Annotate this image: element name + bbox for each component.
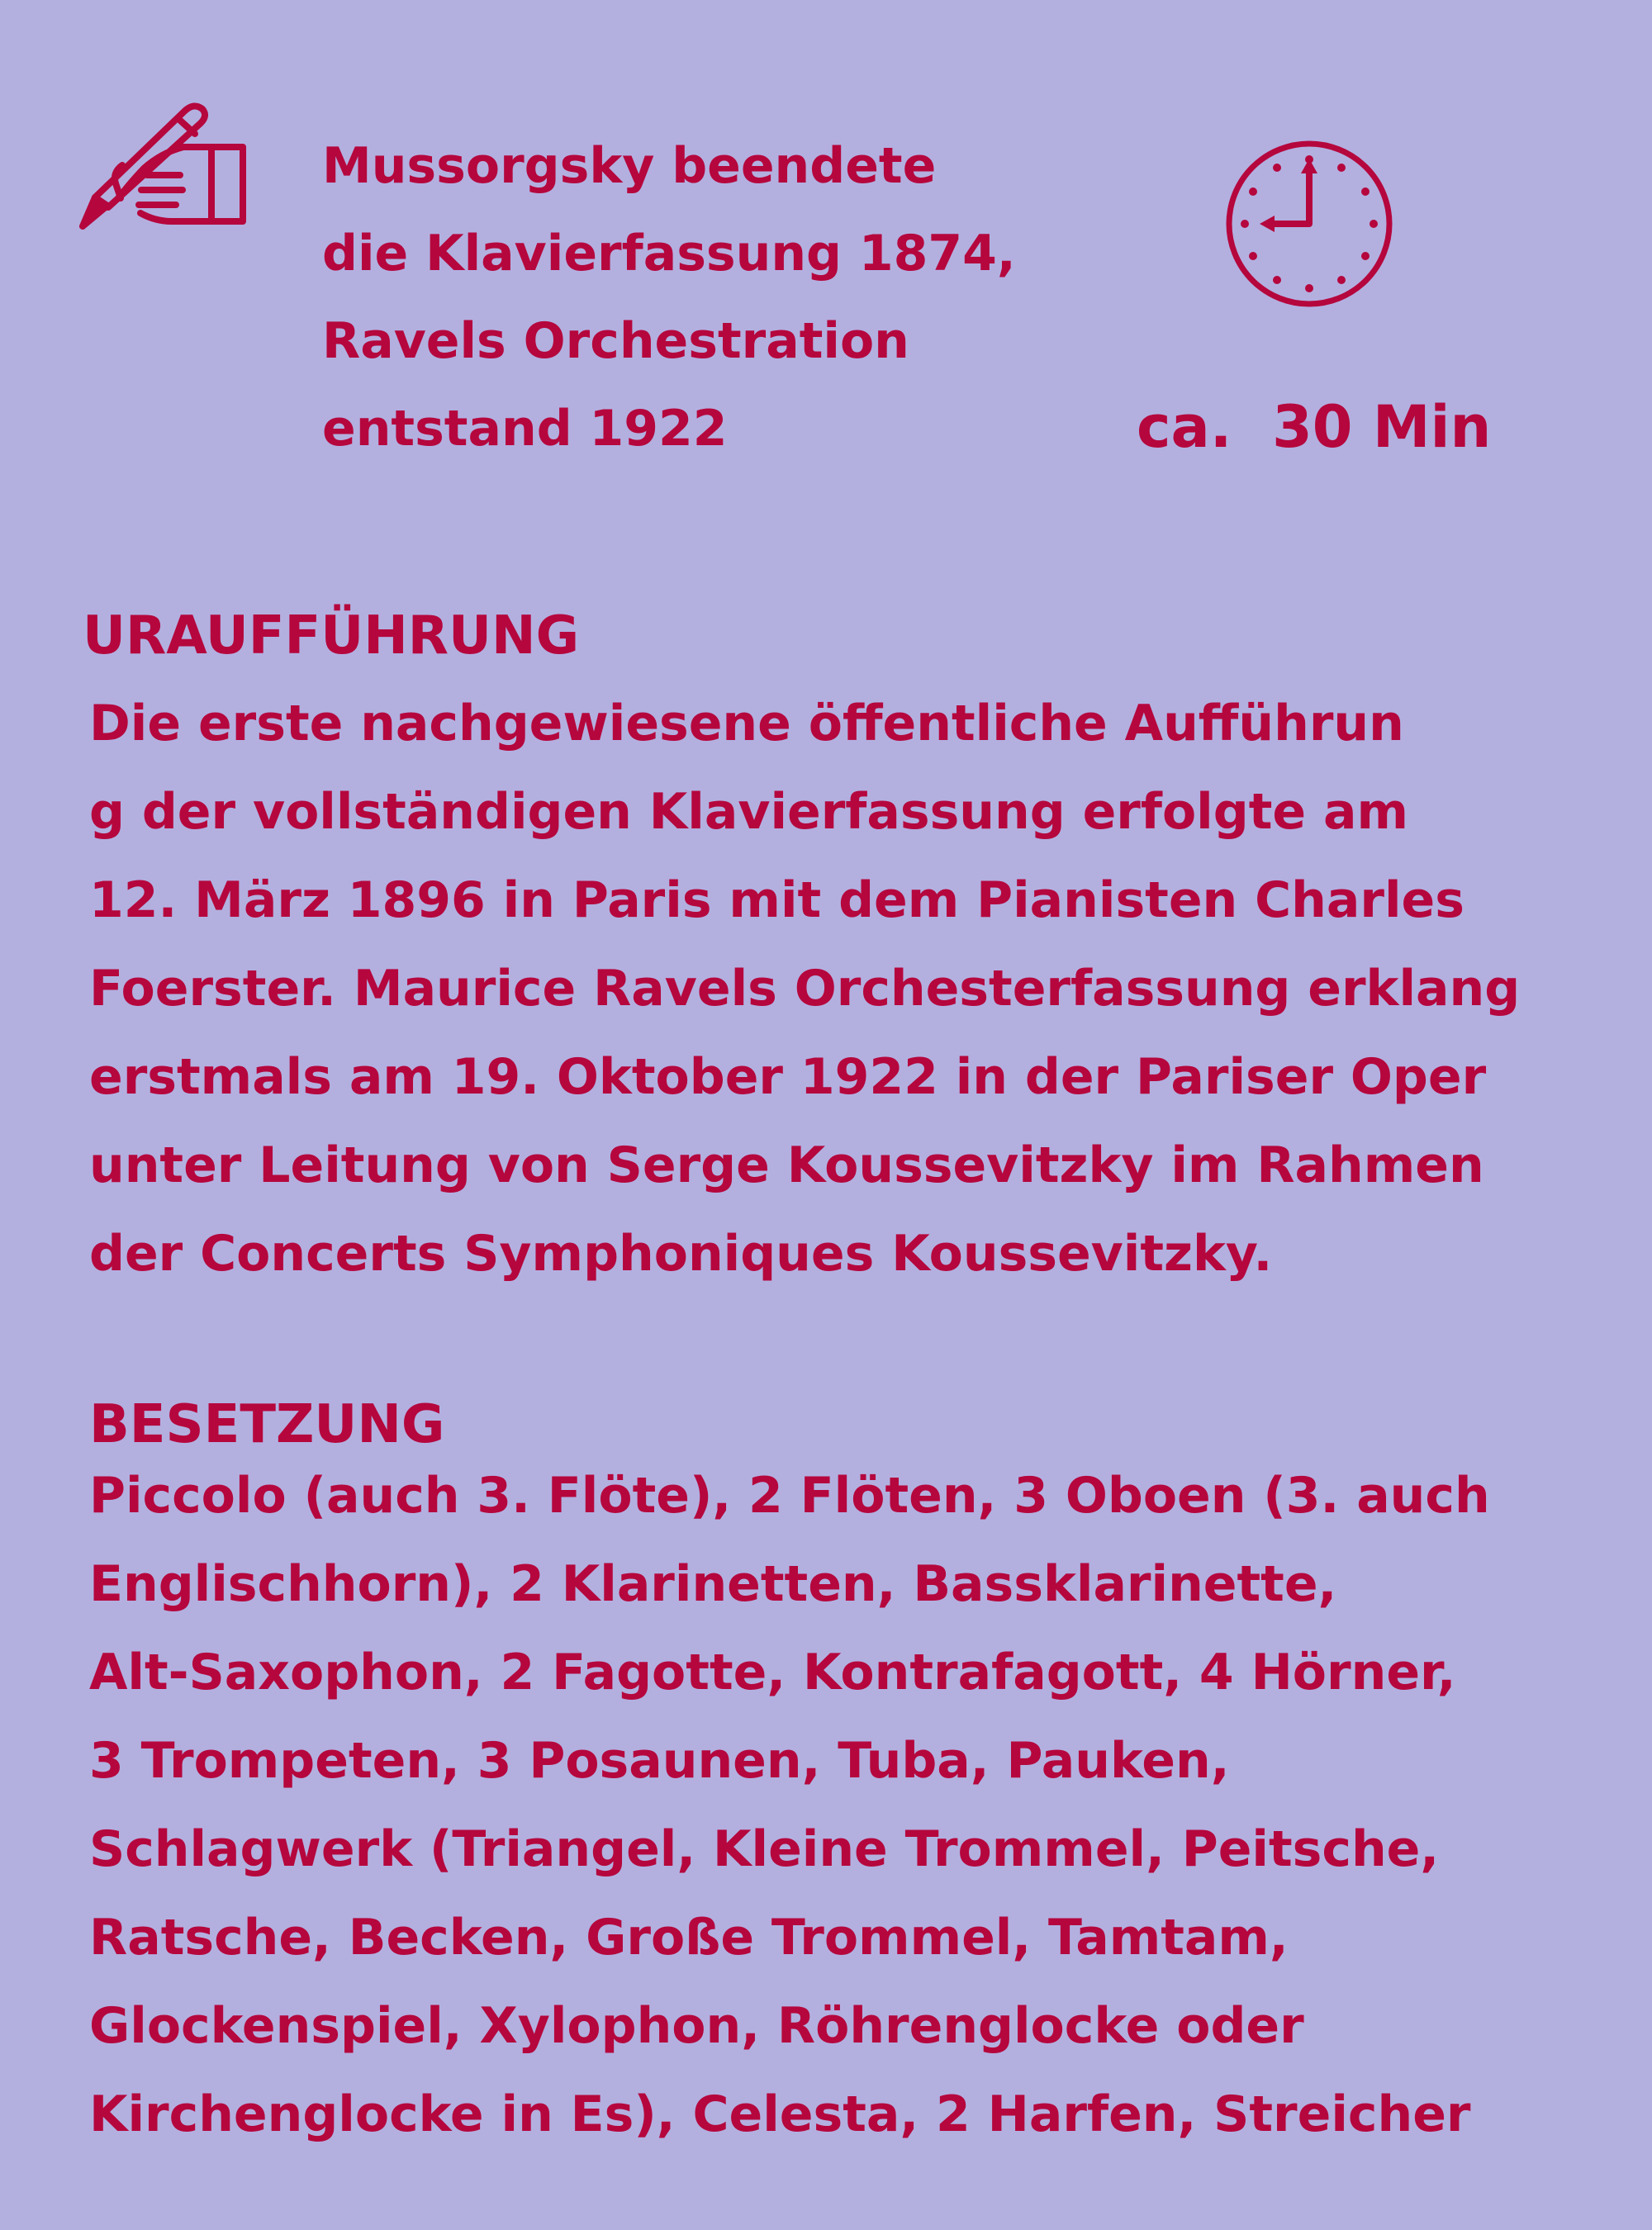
premiere-line: 12. März 1896 in Paris mit dem Pianisten Charles [89,871,1464,929]
premiere-line: unter Leitung von Serge Koussevitzky im Rahmen [89,1136,1484,1194]
instrumentation-line: Kirchenglocke in Es), Celesta, 2 Harfen, Streicher [89,2085,1471,2143]
instrumentation-line: Alt-Saxophon, 2 Fagotte, Kontrafagott, 4 Hörner, [89,1644,1456,1701]
instrumentation-line: Glockenspiel, Xylophon, Röhrenglocke oder [89,1997,1304,2055]
premiere-line: Die erste nachgewiesene öffentliche Aufführun [89,695,1404,752]
composition-line: Mussorgsky beendete [322,137,937,195]
instrumentation-line: Piccolo (auch 3. Flöte), 2 Flöten, 3 Oboen (3. auch [89,1467,1490,1525]
duration-text: ca. 30 Min [1137,393,1492,461]
premiere-line: erstmals am 19. Oktober 1922 in der Pariser Oper [89,1048,1487,1106]
composition-line: Ravels Orchestration [322,312,909,370]
premiere-heading: URAUFFÜHRUNG [83,605,580,667]
instrumentation-line: Englischhorn), 2 Klarinetten, Bassklarinette, [89,1555,1337,1613]
clock-icon [1224,139,1394,309]
premiere-paragraph [89,680,1626,1298]
premiere-line: Foerster. Maurice Ravels Orchesterfassung erklang [89,960,1521,1018]
instrumentation-line: Schlagwerk (Triangel, Kleine Trommel, Peitsche, [89,1820,1440,1878]
premiere-line: g der vollständigen Klavierfassung erfolgte am [89,783,1408,841]
instrumentation-line: 3 Trompeten, 3 Posaunen, Tuba, Pauken, [89,1732,1230,1790]
composition-line: entstand 1922 [322,400,728,458]
instrumentation-heading: BESETZUNG [89,1394,445,1456]
writing-hand-icon [76,101,251,233]
composition-line: die Klavierfassung 1874, [322,225,1016,282]
instrumentation-paragraph [89,1452,1626,2159]
instrumentation-line: Ratsche, Becken, Große Trommel, Tamtam, [89,1909,1289,1967]
premiere-line: der Concerts Symphoniques Koussevitzky. [89,1225,1273,1283]
composition-dates [322,122,1115,472]
